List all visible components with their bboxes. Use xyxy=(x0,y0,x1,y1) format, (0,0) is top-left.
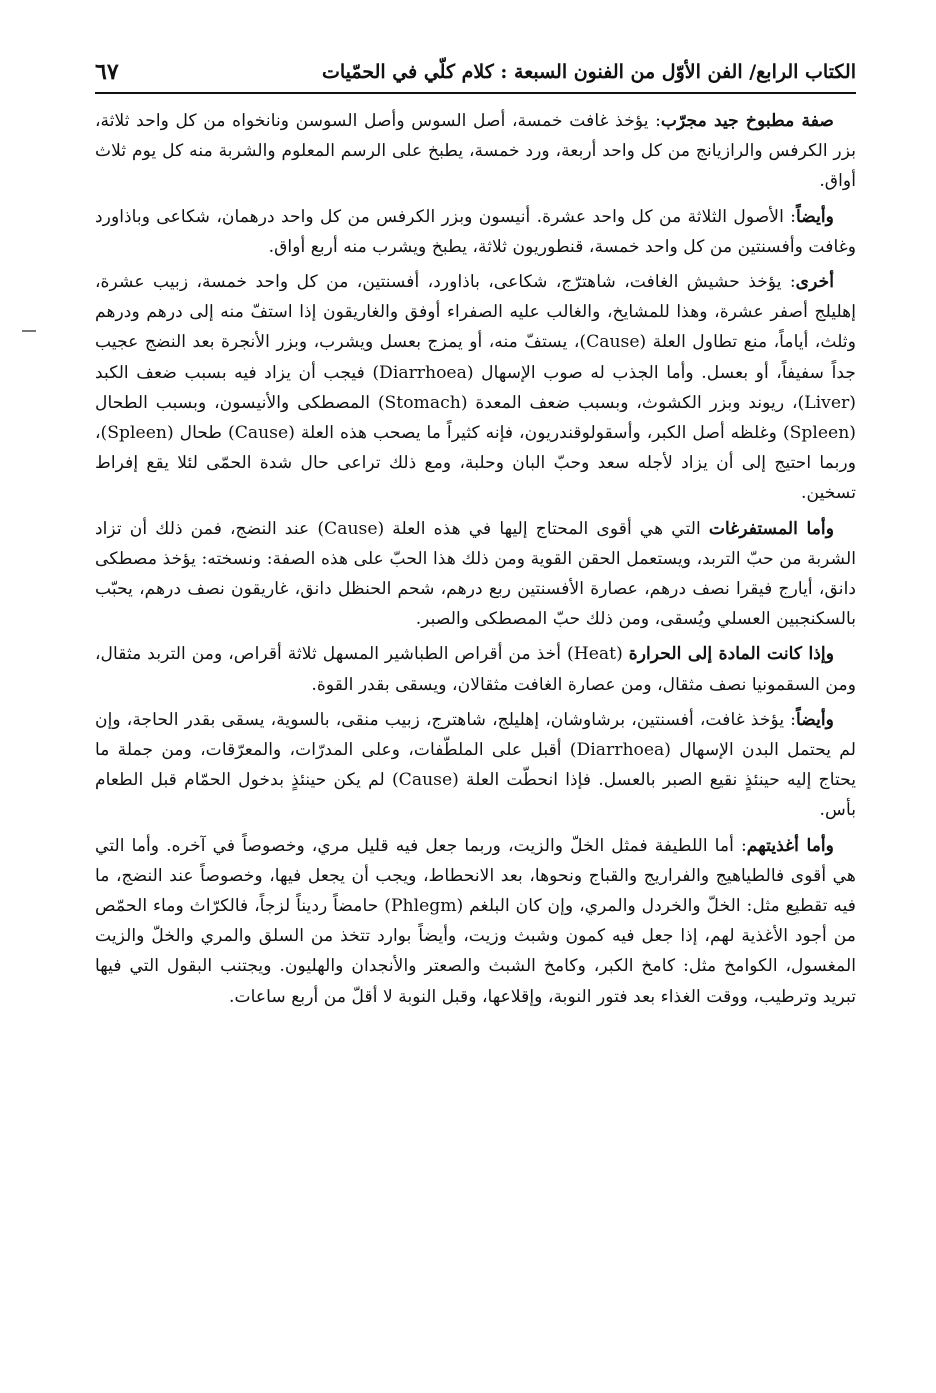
paragraph-text: : أما اللطيفة فمثل الخلّ والزيت، وربما جعل فيه قليل مري، وخصوصاً في آخره. وأما التي هي أقوى فالطياهيج والفراريج والقباج ونحوها، بعد الانحطاط، ويجب أن يجعل فيها، وخصوصاً عند النضج، ما فيه تقطيع مثل: الخلّ والخردل والمري، وإن كان البلغم (Phlegm) حامضاً رديناً لزجاً، فالكرّاث وماء الحمّص من أجود الأغذية لهم، إذا جعل فيه كمون وشبث وزيت، وأيضاً بوارد تتخذ من السلق والمري والخلّ والزيت المغسول، الكوامخ مثل: كامخ الكبر، وكامخ الشبث والصعتر والأنجدان والهليون. ويجتنب البقول التي فيها تبريد وترطيب، ووقت الغذاء بعد فتور النوبة، وإقلاعها، وقبل النوبة لا أقلّ من أربع ساعات. xyxy=(95,835,856,1007)
paragraph-lead: وأما أغذيتهم xyxy=(746,835,834,856)
paragraph-lead: وأما المستفرغات xyxy=(708,518,835,539)
paragraph-recipe-tested-decoction xyxy=(95,106,856,197)
paragraph-text: : يؤخذ غافت، أفسنتين، برشاوشان، إهليلج، شاهترج، زبيب منقى، بالسوية، يسقى بقدر الحاجة، وإن لم يحتمل البدن الإسهال (Diarrhoea) أقبل على الملطّفات، وعلى المدرّات، والمعرّقات، ومن جملة ما يحتاج إليه حينئذٍ نقيع الصبر بالعسل. فإذا انحطّت العلة (Cause) لم يكن حينئذٍ بدخول الحمّام قبل الطعام بأس. xyxy=(95,709,857,821)
paragraph-text: (Heat) أخذ من أقراص الطباشير المسهل ثلاثة أقراص، ومن التربد مثقال، ومن السقمونيا نصف مثقال، ومن عصارة الغافت مثقالان، ويسقى بقدر القوة. xyxy=(95,644,856,695)
paragraph-heat xyxy=(95,639,856,699)
paragraph-lead: وإذا كانت المادة إلى الحرارة xyxy=(628,644,834,665)
paragraph-lead: وأيضاً xyxy=(795,206,834,227)
paragraph-lead: وأيضاً xyxy=(795,709,834,730)
body-text xyxy=(95,106,856,1017)
paragraph-lead: أخرى xyxy=(795,272,834,293)
paragraph-evacuants xyxy=(95,514,856,635)
paragraph-text: التي هي أقوى المحتاج إليها في هذه العلة (Cause) عند النضج، فمن ذلك أن تزاد الشربة من حبّ التربد، ويستعمل الحقن القوية ومن ذلك هذا الحبّ على هذه الصفة: ونسخته: يؤخذ مصطكى دانق، أيارج فيقرا نصف درهم، عصارة الأفسنتين ربع درهم، شحم الحنظل دانق، غاريقون نصف درهم، يحبّب بالسكنجبين العسلي ويُسقى، ومن ذلك حبّ المصطكى والصبر. xyxy=(95,518,856,630)
paragraph-lead: صفة مطبوخ جيد مجرّب xyxy=(660,111,834,131)
paragraph-another xyxy=(95,267,856,509)
paragraph-also-second xyxy=(95,705,856,826)
paragraph-text: : الأصول الثلاثة من كل واحد عشرة. أنيسون وبزر الكرفس من كل واحد درهمان، شكاعى وباذاورد وغافت وأفسنتين من كل واحد خمسة، قنطوريون ثلاثة، يطبخ ويشرب منه أربع أواق. xyxy=(95,206,856,257)
running-head: الكتاب الرابع/ الفن الأوّل من الفنون السبعة : كلام كلّي في الحمّيات xyxy=(321,61,856,83)
paragraph-also-first xyxy=(95,202,856,262)
margin-mark xyxy=(22,330,36,332)
page-number: ٦٧ xyxy=(95,59,119,85)
paragraph-text: : يؤخذ غافت خمسة، أصل السوس وأصل السوسن ونانخواه من كل واحد ثلاثة، بزر الكرفس والرازيانج من كل واحد أربعة، ورد خمسة، يطبخ على الرسم المعلوم والشربة منه كل يوم ثلاث أواق. xyxy=(95,111,856,192)
paragraph-foods xyxy=(95,831,856,1012)
paragraph-text: : يؤخذ حشيش الغافت، شاهترّج، شكاعى، باذاورد، أفسنتين، من كل واحد خمسة، زبيب عشرة، إهليلج أصفر عشرة، وهذا للمشايخ، والغالب عليه الصفراء أوفق والغاريقون إذا استفّ منه إلى درهم ودرهم وثلث، أياماً، منع تطاول العلة (Cause)، يستفّ منه، أو يمزج بعسل ويشرب، وبزر الأنجرة بعد النضج عجيب جداً سفيفاً، أو بعسل. وأما الجذب له صوب الإسهال (Diarrhoea) فيجب أن يزاد فيه بسبب ضعف الكبد (Liver)، ريوند وبزر الكشوث، وبسبب ضعف المعدة (Stomach) المصطكى والأنيسون، وبسبب الطحال (Spleen) وغلظه أصل الكبر، وأسقولوقندريون، فإنه كثيراً ما يصحب هذه العلة (Cause) طحال (Spleen)، وربما احتيج إلى أن يزاد لأجله سعد وحبّ البان وحلبة، ومع ذلك تراعى حال شدة الحمّى لئلا يقع إفراط تسخين. xyxy=(95,272,856,504)
page-header xyxy=(95,52,856,94)
